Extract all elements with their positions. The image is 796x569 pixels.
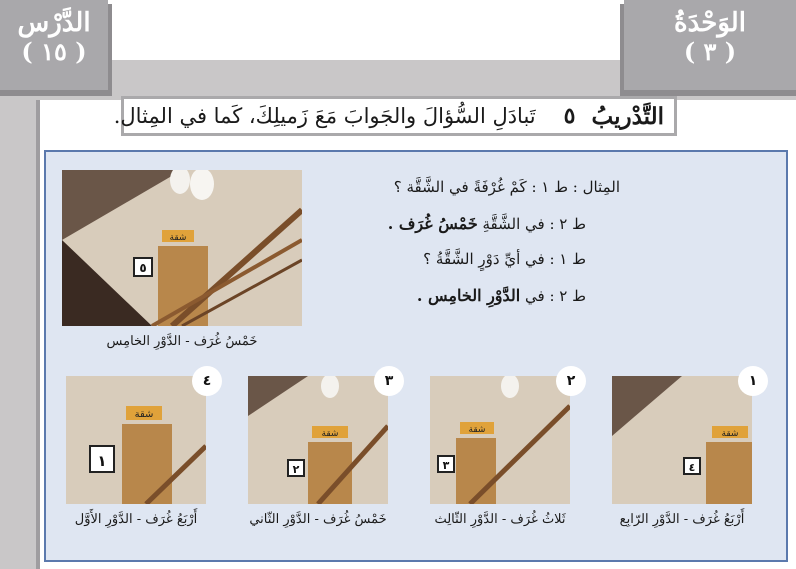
example-line-2 [388, 214, 586, 233]
unit-tab-text [624, 8, 796, 66]
example-line-1-text: المِثال : ط ١ : كَمْ غُرْفَةً في الشَّقَّة ؟ [393, 178, 620, 196]
example-sign-text: شقة [169, 233, 187, 243]
example-line-4-text: ط ٢ : في [525, 287, 586, 305]
item-photo-1 [612, 376, 752, 504]
item-number-1: ١ [738, 366, 768, 396]
exercise-label: التَّدْريبُ [591, 102, 664, 130]
stairwell-illustration [612, 376, 752, 504]
example-line-3-text: ط ١ : في أيِّ دَوْرٍ الشَّقَّةُ ؟ [423, 250, 586, 268]
stairwell-illustration [62, 170, 302, 326]
item-2-sign-text: شقة [468, 425, 486, 435]
example-line-2-answer: خَمْسُ غُرَف . [387, 214, 478, 233]
item-caption-1: أَرْبَعُ غُرَف - الدَّوْرِ الرّابِع [619, 512, 745, 527]
item-caption-3: خَمْسُ غُرَف - الدَّوْرِ الثّاني [249, 512, 387, 527]
item-3-door-number: ٢ [292, 463, 300, 476]
stairwell-illustration [248, 376, 388, 504]
exercise-number: ٥ [563, 103, 576, 129]
lesson-tab-text [0, 8, 108, 66]
item-caption-4: أَرْبَعُ غُرَف - الدَّوْرِ الأَوَّل [74, 512, 198, 527]
lesson-number: ( ١٥ ) [21, 37, 87, 66]
example-line-3 [423, 250, 586, 268]
left-sidebar-band [0, 60, 40, 569]
example-line-4 [417, 286, 586, 305]
item-photo-3 [248, 376, 388, 504]
example-line-1 [394, 178, 620, 196]
exercise-panel [44, 150, 788, 562]
exercise-instruction: تَبادَلِ السُّؤالَ والجَوابَ مَعَ زَميلِكَ، كَما في المِثال. [113, 104, 536, 128]
stairwell-illustration [430, 376, 570, 504]
item-4-sign-text: شقة [134, 409, 154, 420]
item-1-door-number: ٤ [688, 461, 696, 474]
item-number-3: ٣ [374, 366, 404, 396]
example-photo [62, 170, 302, 326]
item-photo-4 [66, 376, 206, 504]
item-3-sign-text: شقة [321, 429, 339, 439]
exercise-title-bar [113, 96, 677, 136]
item-caption-2: ثَلاثُ غُرَف - الدَّوْرِ الثّالِث [434, 512, 566, 527]
example-line-2-text: ط ٢ : في الشَّقَّةِ [482, 215, 586, 233]
item-1-sign-text: شقة [721, 429, 739, 439]
example-door-number: ٥ [139, 261, 147, 275]
item-number-4: ٤ [192, 366, 222, 396]
example-caption: خَمْسُ غُرَف - الدَّوْرِ الخامِس [106, 334, 258, 349]
lesson-label: الدَّرْس [17, 8, 91, 38]
item-2-door-number: ٣ [442, 459, 450, 472]
unit-number: ( ٣ ) [683, 37, 737, 66]
item-4-door-number: ١ [97, 452, 107, 470]
item-photo-2 [430, 376, 570, 504]
unit-label: الوَحْدَةُ [674, 8, 746, 38]
example-line-4-answer: الدَّوْرِ الخامِس . [416, 286, 521, 305]
item-number-2: ٢ [556, 366, 586, 396]
left-page-edge [36, 100, 40, 569]
stairwell-illustration [66, 376, 206, 504]
